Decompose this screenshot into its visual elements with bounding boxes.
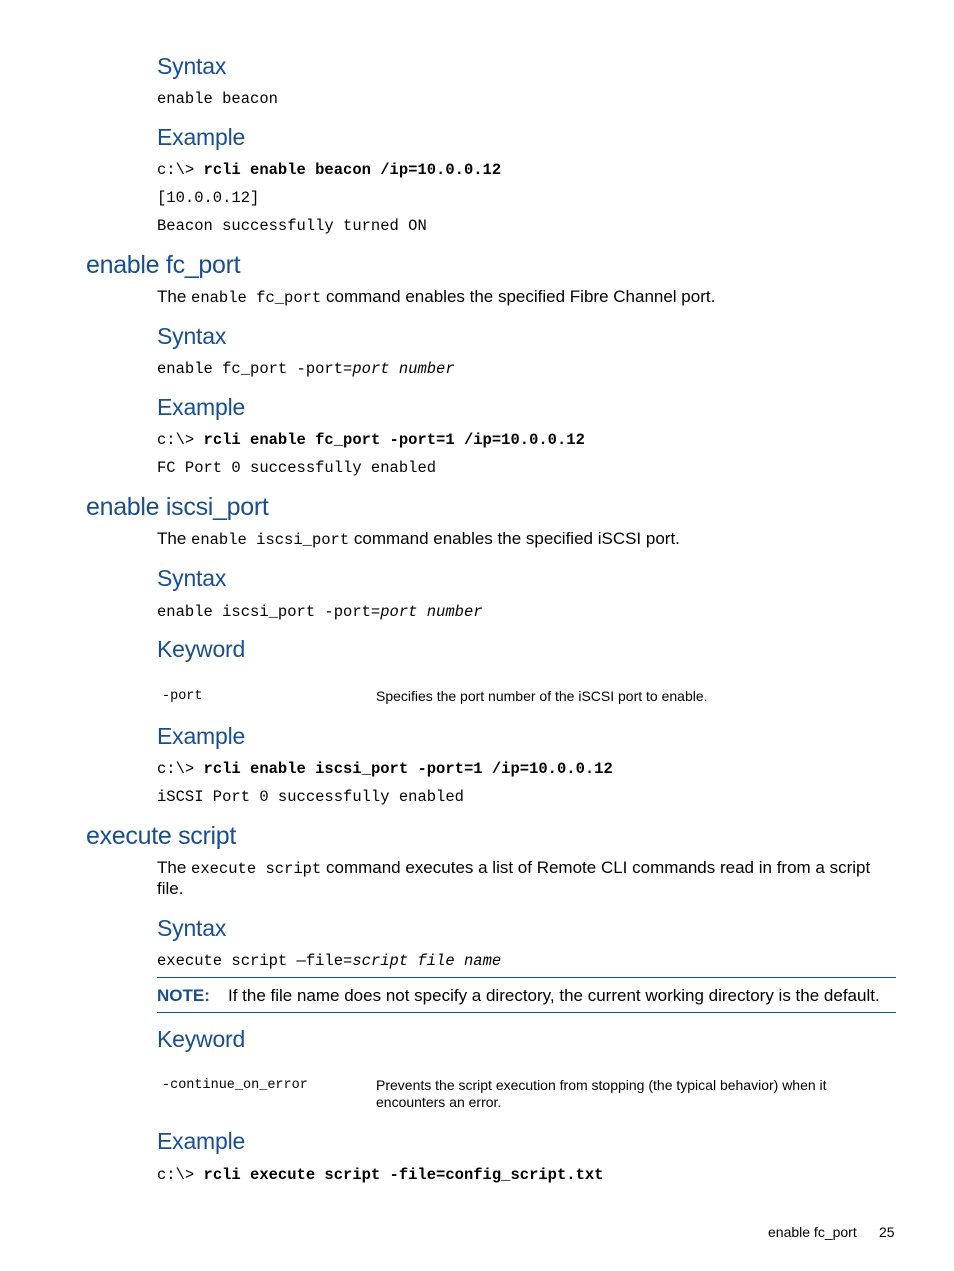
inline-code: execute script: [191, 860, 322, 878]
footer-running-title: enable fc_port: [768, 1224, 857, 1240]
example-heading: Example: [157, 124, 246, 150]
example-output: iSCSI Port 0 successfully enabled: [157, 788, 464, 806]
inline-code: enable iscsi_port: [191, 531, 350, 549]
example-output: [10.0.0.12]: [157, 189, 260, 207]
syntax-heading: Syntax: [157, 915, 227, 941]
desc-text: The: [157, 858, 192, 877]
example-command-line: [157, 1166, 603, 1184]
command-text: rcli enable fc_port -port=1 /ip=10.0.0.12: [203, 431, 585, 449]
example-heading: Example: [157, 394, 246, 420]
section-description: [157, 858, 896, 899]
keyword-term: -continue_on_error: [162, 1078, 308, 1093]
desc-text: The: [157, 287, 192, 306]
section-title: execute script: [86, 822, 237, 850]
command-text: rcli execute script -file=config_script.txt: [203, 1166, 604, 1184]
syntax-command: execute script —file=: [157, 952, 353, 970]
example-command-line: [157, 161, 501, 179]
note-box: [157, 977, 896, 1013]
command-prompt: c:\>: [157, 161, 204, 179]
note-label: NOTE:: [157, 986, 210, 1005]
command-prompt: c:\>: [157, 1166, 204, 1184]
syntax-code: enable beacon: [157, 90, 278, 108]
command-text: rcli enable beacon /ip=10.0.0.12: [203, 161, 502, 179]
syntax-code: [157, 952, 501, 970]
section-description: [157, 287, 715, 308]
section-title: enable fc_port: [86, 251, 241, 279]
desc-text: file.: [157, 879, 184, 898]
keyword-term: -port: [162, 689, 203, 704]
note-text: If the file name does not specify a directory, the current working directory is the default.: [228, 986, 880, 1005]
keyword-heading: Keyword: [157, 1026, 246, 1052]
example-output: FC Port 0 successfully enabled: [157, 459, 437, 477]
syntax-parameter: script file name: [352, 952, 502, 970]
desc-text: command executes a list of Remote CLI commands read in from a script: [321, 858, 871, 877]
keyword-heading: Keyword: [157, 636, 246, 662]
syntax-command: enable iscsi_port -port=: [157, 603, 381, 621]
keyword-description: Specifies the port number of the iSCSI port to enable.: [376, 688, 708, 704]
command-text: rcli enable iscsi_port -port=1 /ip=10.0.0.12: [203, 760, 613, 778]
desc-text: command enables the specified iSCSI port.: [349, 529, 680, 548]
desc-text: The: [157, 529, 192, 548]
syntax-heading: Syntax: [157, 565, 227, 591]
syntax-parameter: port number: [380, 603, 483, 621]
example-heading: Example: [157, 723, 246, 749]
syntax-code: [157, 603, 483, 621]
syntax-parameter: port number: [352, 360, 455, 378]
syntax-code: [157, 360, 455, 378]
section-description: [157, 529, 680, 550]
example-heading: Example: [157, 1128, 246, 1154]
syntax-command: enable fc_port -port=: [157, 360, 353, 378]
example-command-line: [157, 760, 613, 778]
syntax-heading: Syntax: [157, 53, 227, 79]
inline-code: enable fc_port: [191, 289, 322, 307]
section-title: enable iscsi_port: [86, 493, 269, 521]
page-number: 25: [879, 1224, 895, 1240]
command-prompt: c:\>: [157, 760, 204, 778]
example-command-line: [157, 431, 585, 449]
desc-text: command enables the specified Fibre Channel port.: [321, 287, 716, 306]
command-prompt: c:\>: [157, 431, 204, 449]
example-output: Beacon successfully turned ON: [157, 217, 427, 235]
syntax-heading: Syntax: [157, 323, 227, 349]
keyword-description: Prevents the script execution from stopping (the typical behavior) when it encounters an error.: [376, 1077, 827, 1110]
